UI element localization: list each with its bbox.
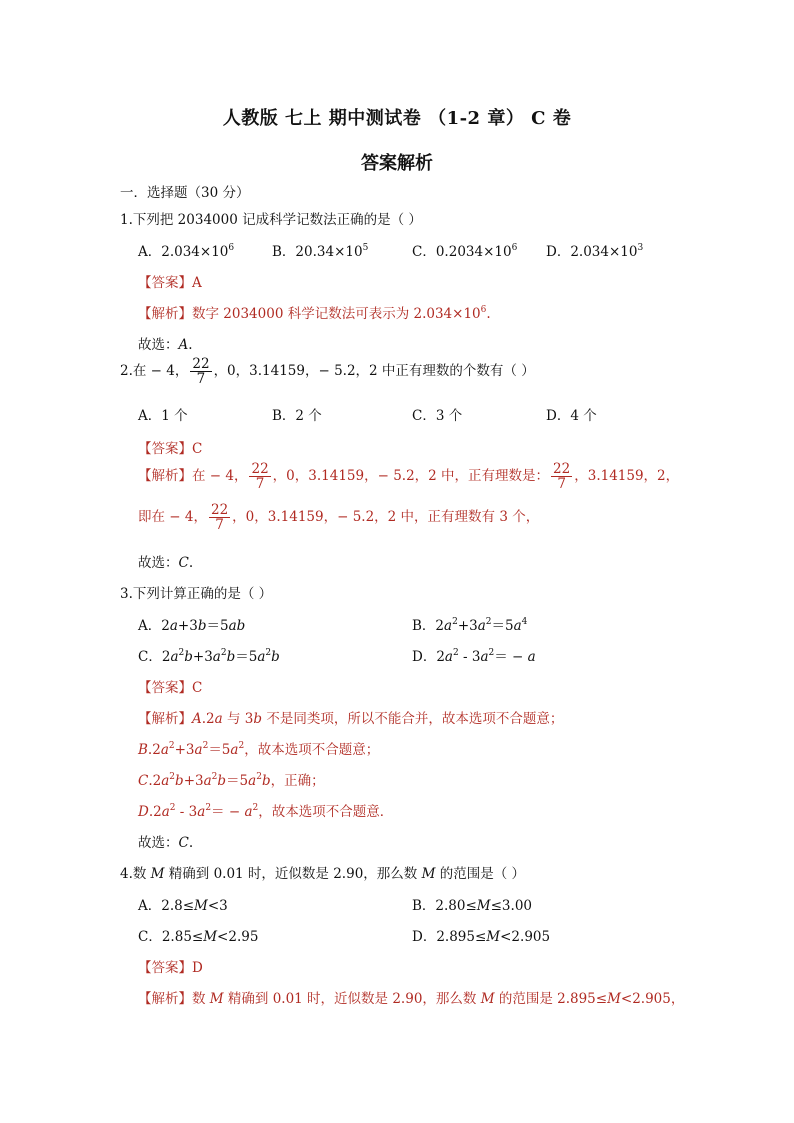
q1-option-a: A．$2.034\times 10^6$ [138, 243, 235, 260]
q3-option-d: D．$2a^2 - 3a^2= - a$ [412, 648, 536, 665]
q1-option-d: D．$2.034\times 10^3$ [546, 243, 644, 260]
fraction-22-7: $\frac{22}{7}$ [210, 502, 229, 534]
q3-analysis-b: $B.2a^2+3a^2=5a^2$，故本选项不合题意； [138, 741, 380, 758]
q2-option-d: D．4 个 [546, 408, 597, 424]
q4-answer: 【答案】D [138, 960, 203, 976]
q1-choice: 故选：A. [138, 337, 193, 353]
q3-option-a: A．2a+3b＝5ab [138, 618, 246, 634]
q2-option-b: B．2 个 [272, 408, 322, 424]
q4-analysis: 【解析】数 M 精确到 0.01 时，近似数是 2.90，那么数 M 的范围是 2.895≤M<2.905， [138, 991, 685, 1007]
q1-analysis: 【解析】数字 2034000 科学记数法可表示为 $2.034\times 10^6$. [138, 305, 491, 322]
q1-answer: 【答案】A [138, 275, 202, 291]
q1-option-c: C．$0.2034\times 10^6$ [412, 243, 518, 260]
q2-analysis-line-1: 【解析】在 − 4， $\frac{22}{7}$ ，0，3.14159，− 5.2，2 中，正有理数是： $\frac{22}{7}$ ，3.14159，2， [138, 461, 680, 493]
fraction-22-7: $\frac{22}{7}$ [553, 461, 571, 493]
q3-option-c: C．$2a^2b+3a^2b=5a^2b$ [138, 648, 280, 665]
q2-answer: 【答案】C [138, 441, 203, 457]
document-subtitle: 答案解析 [361, 153, 433, 174]
q4-option-b: B．2.80≤M≤3.00 [412, 898, 532, 914]
question-3-stem: 3.下列计算正确的是（ ） [120, 586, 273, 602]
fraction-22-7: $\frac{22}{7}$ [251, 461, 269, 493]
q3-analysis-d: $D.2a^2 - 3a^2= - a^2$，故本选项不合题意． [138, 803, 394, 820]
q3-option-b: B．$2a^2+3a^2=5a^4$ [412, 617, 528, 634]
q3-choice: 故选：C. [138, 835, 194, 851]
fraction-22-7: $\frac{22}{7}$ [192, 356, 210, 388]
q1-option-b: B．$20.34\times 10^5$ [272, 243, 369, 260]
q3-analysis-c: $C.2a^2b+3a^2b=5a^2b$，正确； [138, 772, 325, 789]
document-title: 人教版 七上 期中测试卷 （1-2 章） C 卷 [222, 108, 572, 129]
question-2-stem: 2.在 − 4， $\frac{22}{7}$ ，0，3.14159，− 5.2，2 中正有理数的个数有（ ） [120, 356, 535, 388]
question-4-stem: 4.数 M 精确到 0.01 时，近似数是 2.90，那么数 M 的范围是（ ） [120, 866, 525, 882]
q4-option-a: A．2.8≤M<3 [138, 898, 228, 914]
q3-answer: 【答案】C [138, 680, 203, 696]
q3-analysis-a: 【解析】A.2a 与 3b 不是同类项，所以不能合并，故本选项不合题意； [138, 711, 564, 727]
section-heading: 一．选择题（30 分） [120, 185, 250, 201]
q4-option-d: D．2.895≤M<2.905 [412, 929, 551, 945]
q2-option-c: C．3 个 [412, 408, 463, 424]
question-1-stem: 1.下列把 2034000 记成科学记数法正确的是（ ） [120, 212, 422, 228]
q4-option-c: C．2.85≤M<2.95 [138, 929, 259, 945]
q2-analysis-line-2: 即在 − 4， $\frac{22}{7}$ ，0，3.14159，− 5.2，2 中，正有理数有 3 个， [138, 502, 540, 534]
q2-choice: 故选：C. [138, 555, 194, 571]
q2-option-a: A．1 个 [138, 408, 188, 424]
